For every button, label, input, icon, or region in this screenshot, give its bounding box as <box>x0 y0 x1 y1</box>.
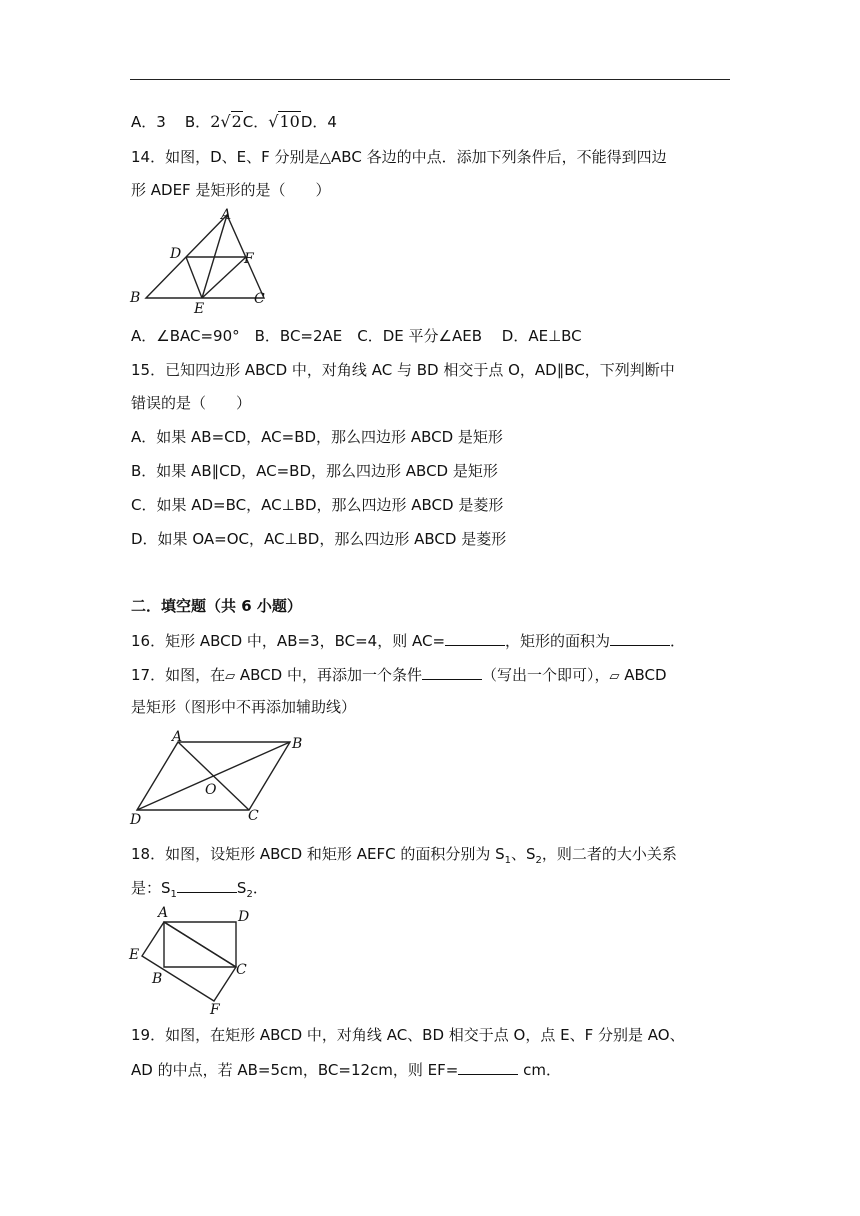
q13-option-d: D．4 <box>300 113 337 131</box>
q16-answer-blank-ac[interactable] <box>445 630 505 646</box>
q17-line2: 是矩形（图形中不再添加辅助线） <box>131 698 357 716</box>
q14-label-d: D <box>170 246 182 262</box>
parallelogram-symbol-icon: ▱ <box>225 669 236 684</box>
q18-rectangle-aefc <box>142 922 236 1001</box>
q14-label-c: C <box>254 291 265 307</box>
q18-label-e: E <box>129 947 140 963</box>
section-title-fill-blank: 二．填空题（共 6 小题） <box>131 597 302 615</box>
q15-stem-line2: 错误的是（ ） <box>131 394 252 412</box>
q14-stem-line1: 14．如图，D、E、F 分别是△ABC 各边的中点．添加下列条件后，不能得到四边 <box>131 148 667 166</box>
q18-answer-blank[interactable] <box>177 877 237 893</box>
q14-stem-line2: 形 ADEF 是矩形的是（ ） <box>131 181 331 199</box>
q18-line2 <box>131 877 268 905</box>
q17-label-b: B <box>292 736 303 752</box>
q13-option-b-value: 2√2 <box>210 112 242 131</box>
q19-answer-blank[interactable] <box>458 1059 518 1075</box>
q18-label-f: F <box>210 1002 220 1018</box>
q13-option-a: A．3 <box>131 113 166 131</box>
q17-parallelogram-figure <box>128 728 318 828</box>
q18-line1 <box>131 844 677 871</box>
q15-option-a: A．如果 AB=CD，AC=BD，那么四边形 ABCD 是矩形 <box>131 428 503 446</box>
q16-text-1: 16．矩形 ABCD 中，AB=3，BC=4，则 AC= <box>131 632 446 650</box>
q18-text-6: ． <box>252 879 268 897</box>
q14-label-f: F <box>244 251 254 267</box>
q15-option-d: D．如果 OA=OC，AC⊥BD，那么四边形 ABCD 是菱形 <box>131 530 507 548</box>
q15-option-c: C．如果 AD=BC，AC⊥BD，那么四边形 ABCD 是菱形 <box>131 496 504 514</box>
q14-label-e: E <box>194 301 205 317</box>
header-rule <box>130 79 730 80</box>
q14-label-b: B <box>130 290 141 306</box>
q17-line1 <box>131 664 667 687</box>
q17-label-d: D <box>130 812 142 828</box>
q17-text-2: ABCD 中，再添加一个条件 <box>235 666 422 684</box>
q18-text-3: ，则二者的大小关系 <box>541 845 677 863</box>
q19-text-2: cm． <box>518 1061 561 1079</box>
q17-diagonal-bd <box>137 742 290 810</box>
q18-text-1: 18．如图，设矩形 ABCD 和矩形 AEFC 的面积分别为 S <box>131 845 505 863</box>
q19-line1: 19．如图，在矩形 ABCD 中，对角线 AC、BD 相交于点 O，点 E、F 分别是 AO、 <box>131 1026 685 1044</box>
parallelogram-symbol-icon: ▱ <box>609 669 620 684</box>
q18-sub-2: 2 <box>535 855 542 866</box>
q18-label-b: B <box>152 971 163 987</box>
q18-label-c: C <box>236 962 247 978</box>
q13-option-c-prefix: C． <box>242 113 269 131</box>
q18-sub-3: 1 <box>170 889 177 900</box>
q14-label-a: A <box>221 207 232 223</box>
q17-text-4: ABCD <box>619 666 667 684</box>
q19-line2 <box>131 1059 561 1080</box>
q14-options: A．∠BAC=90° B．BC=2AE C．DE 平分∠AEB D．AE⊥BC <box>131 327 582 345</box>
q16-text-2: ，矩形的面积为 <box>505 632 611 650</box>
q17-label-c: C <box>248 808 259 824</box>
q17-text-1: 17．如图，在 <box>131 666 226 684</box>
q16-line <box>131 630 685 651</box>
q16-answer-blank-area[interactable] <box>610 630 670 646</box>
q18-rectangles-figure <box>128 904 268 1016</box>
q18-text-5: S <box>236 879 247 897</box>
q18-label-d: D <box>238 909 250 925</box>
q16-text-3: ． <box>670 632 686 650</box>
q18-label-a: A <box>158 905 169 921</box>
q17-answer-blank[interactable] <box>422 664 482 680</box>
q15-stem-line1: 15．已知四边形 ABCD 中，对角线 AC 与 BD 相交于点 O，AD∥BC，下列判断中 <box>131 361 675 379</box>
q17-label-a: A <box>172 729 183 745</box>
q19-text-1: AD 的中点，若 AB=5cm，BC=12cm，则 EF= <box>131 1061 459 1079</box>
q17-text-3: （写出一个即可）， <box>481 666 610 684</box>
q14-triangle-figure <box>128 206 278 316</box>
q18-text-2: 、S <box>510 845 536 863</box>
q18-sub-1: 1 <box>504 855 511 866</box>
q15-option-b: B．如果 AB∥CD，AC=BD，那么四边形 ABCD 是矩形 <box>131 462 498 480</box>
q13-option-c-value: √10 <box>268 112 300 131</box>
q13-options <box>131 112 337 132</box>
q18-diagonal-ac <box>164 922 236 967</box>
q18-sub-4: 2 <box>246 889 253 900</box>
q13-option-b-prefix: B． <box>184 113 211 131</box>
q18-text-4: 是：S <box>131 879 171 897</box>
q14-segment-de <box>186 257 202 298</box>
q17-label-o: O <box>205 782 217 798</box>
